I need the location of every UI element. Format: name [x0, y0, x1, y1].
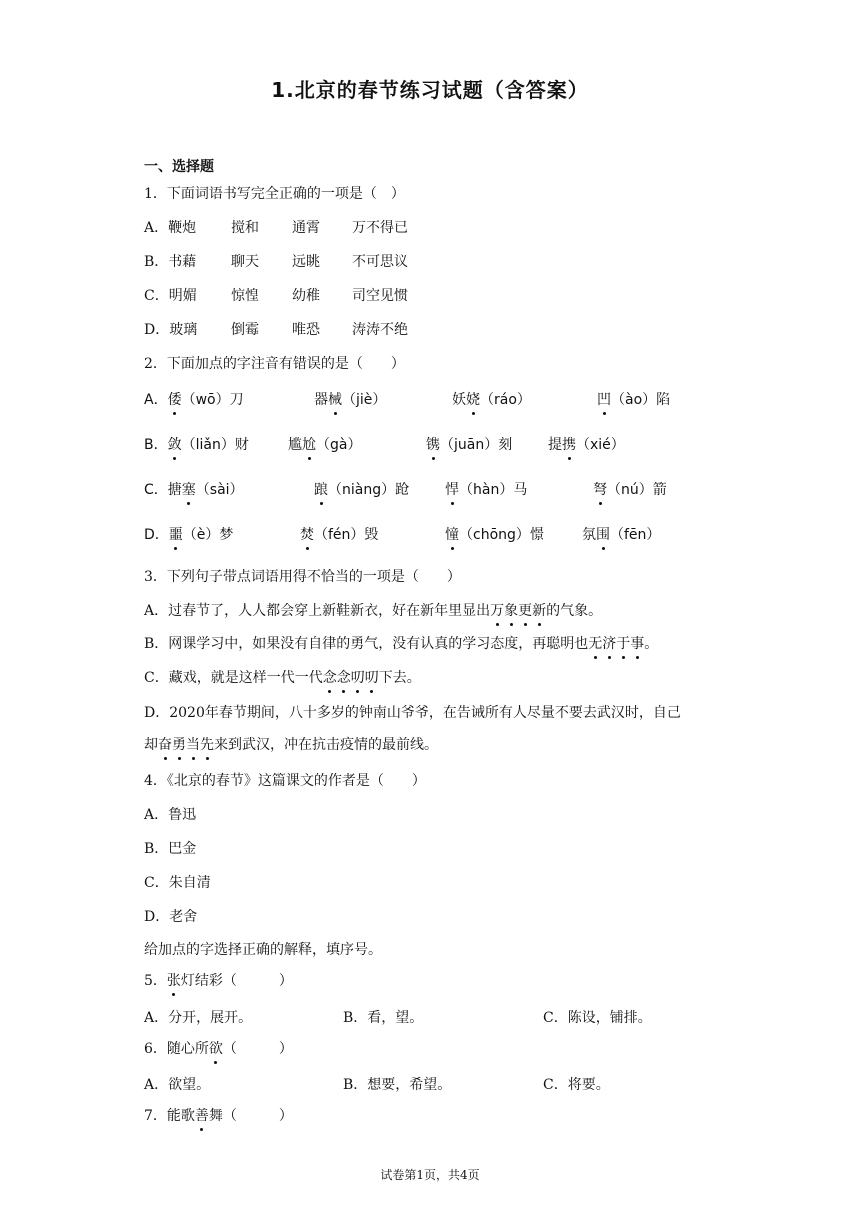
- q3-option-d-line1: D．2020年春节期间，八十多岁的钟南山爷爷，在告诫所有人尽量不要去武汉时，自己: [144, 705, 681, 721]
- q1-option-b-2: 聊天: [231, 254, 259, 270]
- dotted-char: 于: [616, 636, 631, 652]
- q3-option-a: A．过春节了，人人都会穿上新鞋新衣，好在新年里显出万象更新的气象。: [144, 603, 603, 619]
- q1-option-d-1: D．玻璃: [144, 322, 198, 338]
- q2-option-a-3: 妖娆（ráo）: [452, 392, 531, 408]
- q7-stem: 7．能歌善舞（ ）: [144, 1108, 293, 1124]
- q4-option-c: C．朱自清: [144, 875, 211, 891]
- q4-option-d: D．老舍: [144, 909, 198, 925]
- q3-option-c-dotted-word: [323, 670, 379, 686]
- q2-option-c-4: 弩（nú）箭: [593, 482, 667, 498]
- q2-option-b-1: B．敛（liǎn）财: [144, 437, 249, 453]
- q2-option-d-1: D．噩（è）梦: [144, 527, 234, 543]
- q6-stem: 6．随心所欲（ ）: [144, 1041, 293, 1057]
- q1-option-a-1: A．鞭炮: [144, 220, 197, 236]
- q1-option-d-4: 涛涛不绝: [352, 322, 408, 338]
- q2-option-b-2: 尴尬（gà）: [288, 437, 362, 453]
- q2-option-a-4: 凹（ào）陷: [597, 392, 671, 408]
- q5-option-a: A．分开，展开。: [144, 1010, 253, 1026]
- q1-option-d-3: 唯恐: [292, 322, 320, 338]
- q3-option-d-dotted-word: [158, 737, 214, 753]
- dotted-char: 济: [602, 636, 617, 652]
- q6-option-c: C．将要。: [543, 1077, 610, 1093]
- q4-stem: 4．《北京的春节》这篇课文的作者是（ ）: [144, 773, 426, 789]
- q2-option-d-2: 焚（fén）毁: [300, 527, 379, 543]
- dotted-char: 念: [336, 670, 351, 686]
- page-title: 1.北京的春节练习试题（含答案）: [271, 78, 589, 102]
- q1-option-c-1: C．明媚: [144, 288, 197, 304]
- q4-option-b: B．巴金: [144, 841, 197, 857]
- q5-stem: 5．张灯结彩（ ）: [144, 973, 293, 989]
- q6-option-a: A．欲望。: [144, 1077, 211, 1093]
- dotted-char: 勇: [172, 737, 186, 753]
- q3-option-c: C．藏戏，就是这样一代一代念念叨叨下去。: [144, 670, 421, 686]
- dotted-char: 新: [532, 603, 547, 619]
- q1-option-b-3: 远眺: [292, 254, 320, 270]
- q2-option-a-2: 器械（jiè）: [314, 392, 387, 408]
- q5-option-b: B．看，望。: [343, 1010, 424, 1026]
- q1-option-c-2: 惊惶: [231, 288, 259, 304]
- dotted-char: 奋: [158, 737, 172, 753]
- instruction-text: 给加点的字选择正确的解释，填序号。: [144, 942, 382, 958]
- page-footer: 试卷第1页，共4页: [380, 1168, 480, 1182]
- q1-option-c-4: 司空见惯: [352, 288, 408, 304]
- q2-option-a-1: A．倭（wō）刀: [144, 392, 244, 408]
- dotted-char: 无: [588, 636, 603, 652]
- q1-option-a-2: 搅和: [231, 220, 259, 236]
- q3-option-a-dotted-word: [490, 603, 546, 619]
- dotted-char: 万: [490, 603, 505, 619]
- q6-option-b: B．想要，希望。: [343, 1077, 452, 1093]
- q2-option-d-3: 憧（chōng）憬: [445, 527, 544, 543]
- q5-option-c: C．陈设，铺排。: [543, 1010, 652, 1026]
- q2-stem: 2．下面加点的字注音有错误的是（ ）: [144, 356, 405, 372]
- dotted-char: 更: [518, 603, 533, 619]
- dotted-char: 叨: [350, 670, 365, 686]
- dotted-char: 象: [504, 603, 519, 619]
- q1-option-a-4: 万不得已: [352, 220, 408, 236]
- q2-option-d-4: 氛围（fēn）: [582, 527, 661, 543]
- q2-option-b-4: 提携（xié）: [548, 437, 625, 453]
- q4-option-a: A．鲁迅: [144, 807, 197, 823]
- q1-option-c-3: 幼稚: [292, 288, 320, 304]
- dotted-char: 叨: [364, 670, 379, 686]
- q1-stem: 1．下面词语书写完全正确的一项是（ ）: [144, 186, 405, 202]
- q2-option-b-3: 镌（juān）刻: [426, 437, 513, 453]
- q1-option-d-2: 倒霉: [231, 322, 259, 338]
- dotted-char: 念: [322, 670, 337, 686]
- q3-option-b: B．网课学习中，如果没有自律的勇气，没有认真的学习态度，再聪明也无济于事。: [144, 636, 659, 652]
- q3-option-d-line2: 却奋勇当先来到武汉，冲在抗击疫情的最前线。: [144, 737, 438, 753]
- q2-option-c-2: 踉（niàng）跄: [314, 482, 410, 498]
- q3-stem: 3．下列句子带点词语用得不恰当的一项是（ ）: [144, 569, 461, 585]
- q2-option-c-3: 悍（hàn）马: [445, 482, 528, 498]
- dotted-char: 事: [630, 636, 645, 652]
- q2-option-c-1: C．搪塞（sài）: [144, 482, 244, 498]
- q3-option-b-dotted-word: [588, 636, 644, 652]
- q1-option-b-1: B．书藉: [144, 254, 197, 270]
- dotted-char: 先: [200, 737, 214, 753]
- q1-option-b-4: 不可思议: [352, 254, 408, 270]
- dotted-char: 当: [186, 737, 200, 753]
- q1-option-a-3: 通霄: [292, 220, 320, 236]
- section-heading: 一、选择题: [144, 159, 214, 175]
